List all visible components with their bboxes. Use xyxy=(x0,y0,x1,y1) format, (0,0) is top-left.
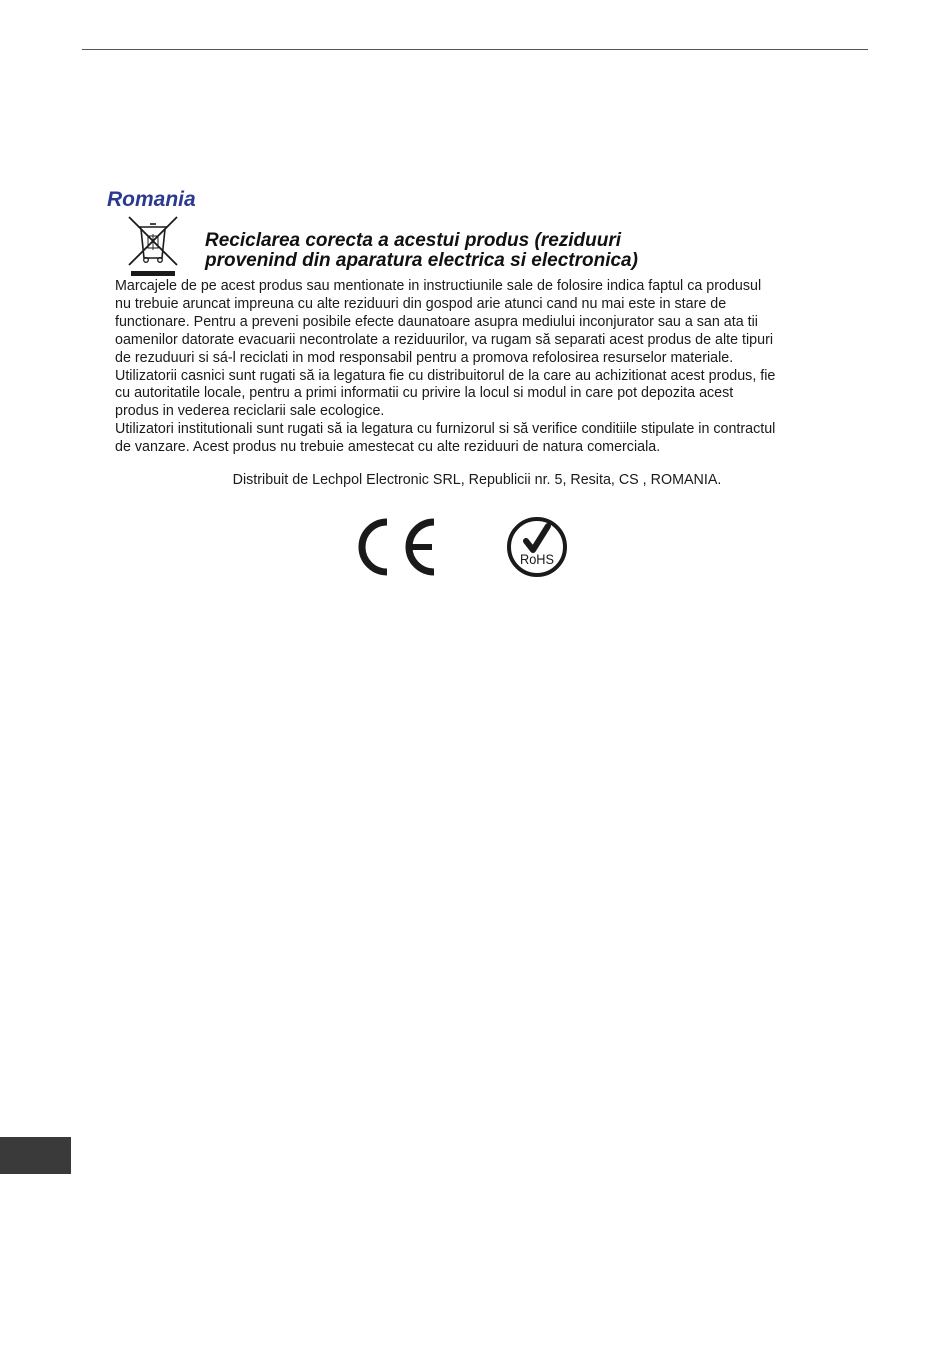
body-line: de rezuduuri si sá-l reciclati in mod responsabil pentru a promova refolosirea resurselor materiale. xyxy=(115,349,734,366)
body-line: cu autoritatile locale, pentru a primi informatii cu privire la locul si modul in care pot depozita acest xyxy=(115,385,734,402)
page-tab-marker xyxy=(0,1137,71,1174)
country-heading: Romania xyxy=(107,188,196,211)
body-line: functionare. Pentru a preveni posibile efecte daunatoare asupra mediului inconjurator sau a san ata tii xyxy=(115,313,758,330)
body-line: Utilizatorii casnici sunt rugati să ia legatura fie cu distribuitorul de la care au achizitionat acest produs, fie xyxy=(115,367,776,384)
recycling-body-text xyxy=(115,278,875,457)
body-line: Marcajele de pe acest produs sau mentionate in instructiunile sale de folosire indica faptul ca produsul xyxy=(115,278,762,294)
header-divider xyxy=(82,49,868,50)
ce-mark-icon xyxy=(355,518,437,576)
heading-line: provenind din aparatura electrica si electronica) xyxy=(205,250,638,271)
heading-line: Reciclarea corecta a acestui produs (reziduuri xyxy=(205,230,622,251)
crossed-out-wheelie-bin-icon xyxy=(126,214,180,278)
body-line: oamenilor datorate evacuarii necontrolate a reziduurilor, va rugam să separati acest produs de alte tipuri xyxy=(115,331,774,348)
body-line: produs in vederea reciclarii sale ecologice. xyxy=(115,403,385,420)
rohs-label: RoHS xyxy=(520,551,554,567)
distributor-note xyxy=(0,472,950,488)
body-line: de vanzare. Acest produs nu trebuie amestecat cu alte reziduuri de natura comerciala. xyxy=(115,439,661,456)
distributor-text: Distribuit de Lechpol Electronic SRL, Republicii nr. 5, Resita, CS , ROMANIA. xyxy=(232,472,722,488)
body-line: nu trebuie aruncat impreuna cu alte reziduuri din gospod arie atunci cand nu mai este in stare de xyxy=(115,295,727,312)
body-line: Utilizatori institutionali sunt rugati să ia legatura cu furnizorul si să verifice conditiile stipulate in contractul xyxy=(115,421,776,438)
recycling-heading xyxy=(205,231,638,271)
rohs-icon xyxy=(506,516,568,578)
